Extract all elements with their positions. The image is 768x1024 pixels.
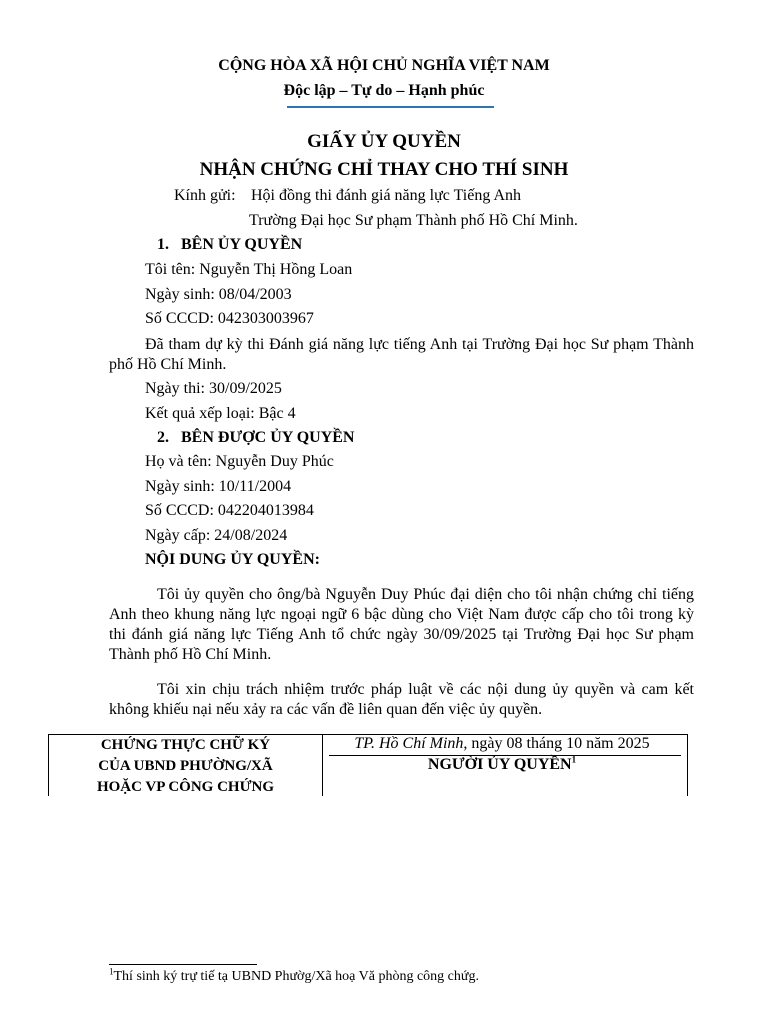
recipient-line-2: Trường Đại học Sư phạm Thành phố Hồ Chí Minh. (249, 212, 578, 229)
grantee-name: Họ và tên: Nguyễn Duy Phúc (145, 453, 334, 470)
footnote-reference: 1 (571, 754, 577, 765)
recipient-label: Kính gửi: (174, 187, 236, 204)
signer-title: NGƯỜI ỦY QUYỀN$^1$ (427, 754, 577, 773)
grantor-id: Số CCCD: 042303003967 (145, 310, 314, 327)
motto: Độc lập – Tự do – Hạnh phúc (283, 82, 485, 99)
content-paragraph-2: Tôi xin chịu trách nhiệm trước pháp luật về các nội dung ủy quyền và cam kết không khiếu nại nếu xảy ra các vấn đề liên quan đến việc ủy quyền. (109, 681, 694, 718)
section2-heading: 2. BÊN ĐƯỢC ỦY QUYỀN (157, 429, 355, 446)
grantee-id: Số CCCD: 042204013984 (145, 502, 314, 519)
exam-paragraph: Đã tham dự kỳ thi Đánh giá năng lực tiếng Anh tại Trường Đại học Sư phạm Thành phố Hồ Chí Minh. (109, 336, 694, 373)
footnote-text: Thí sinh ký trự tiế tạ UBND Phườg/Xã hoạ Vă phòng công chứg. (113, 969, 479, 984)
grantor-dob: Ngày sinh: 08/04/2003 (145, 286, 292, 303)
grantee-dob: Ngày sinh: 10/11/2004 (145, 478, 292, 495)
exam-date: Ngày thi: 30/09/2025 (145, 380, 282, 397)
document-subtitle: NHẬN CHỨNG CHỈ THAY CHO THÍ SINH (199, 159, 569, 180)
grantor-name: Tôi tên: Nguyễn Thị Hồng Loan (145, 261, 353, 278)
footnote-marker: 1 (109, 966, 114, 977)
recipient-line-1: Hội đồng thi đánh giá năng lực Tiếng Anh (251, 187, 521, 204)
place-date-line (322, 735, 682, 753)
certification-line-1: CHỨNG THỰC CHỮ KÝ (100, 737, 271, 753)
certification-line-3: HOẶC VP CÔNG CHỨNG (96, 779, 275, 795)
document-title: GIẤY ỦY QUYỀN (307, 131, 461, 152)
certification-line-2: CỦA UBND PHƯỜNG/XÃ (98, 758, 273, 774)
section1-heading: 1. BÊN ỦY QUYỀN (157, 236, 303, 253)
national-title: CỘNG HÒA XÃ HỘI CHỦ NGHĨA VIỆT NAM (218, 57, 550, 74)
place-name: TP. Hồ Chí Minh (354, 735, 464, 752)
signature-cell (322, 734, 688, 796)
signing-date: , ngày 08 tháng 10 năm 2025 (463, 735, 650, 752)
motto-underline (287, 106, 494, 108)
footnote-separator (109, 964, 257, 965)
exam-result: Kết quả xếp loại: Bậc 4 (145, 405, 296, 422)
certification-cell (48, 734, 323, 796)
content-paragraph-1: Tôi ủy quyền cho ông/bà Nguyễn Duy Phúc đại diện cho tôi nhận chứng chỉ tiếng Anh theo khung năng lực ngoại ngữ 6 bậc dùng cho Việt Nam được cấp cho tôi trong kỳ thi đánh giá năng lực Tiếng Anh tổ chức ngày 30/09/2025 tại Trường Đại học Sư phạm Thành phố Hồ Chí Minh. (109, 586, 694, 663)
grantee-issue-date: Ngày cấp: 24/08/2024 (145, 527, 288, 544)
content-heading: NỘI DUNG ỦY QUYỀN: (145, 551, 320, 568)
footnote (109, 966, 479, 985)
